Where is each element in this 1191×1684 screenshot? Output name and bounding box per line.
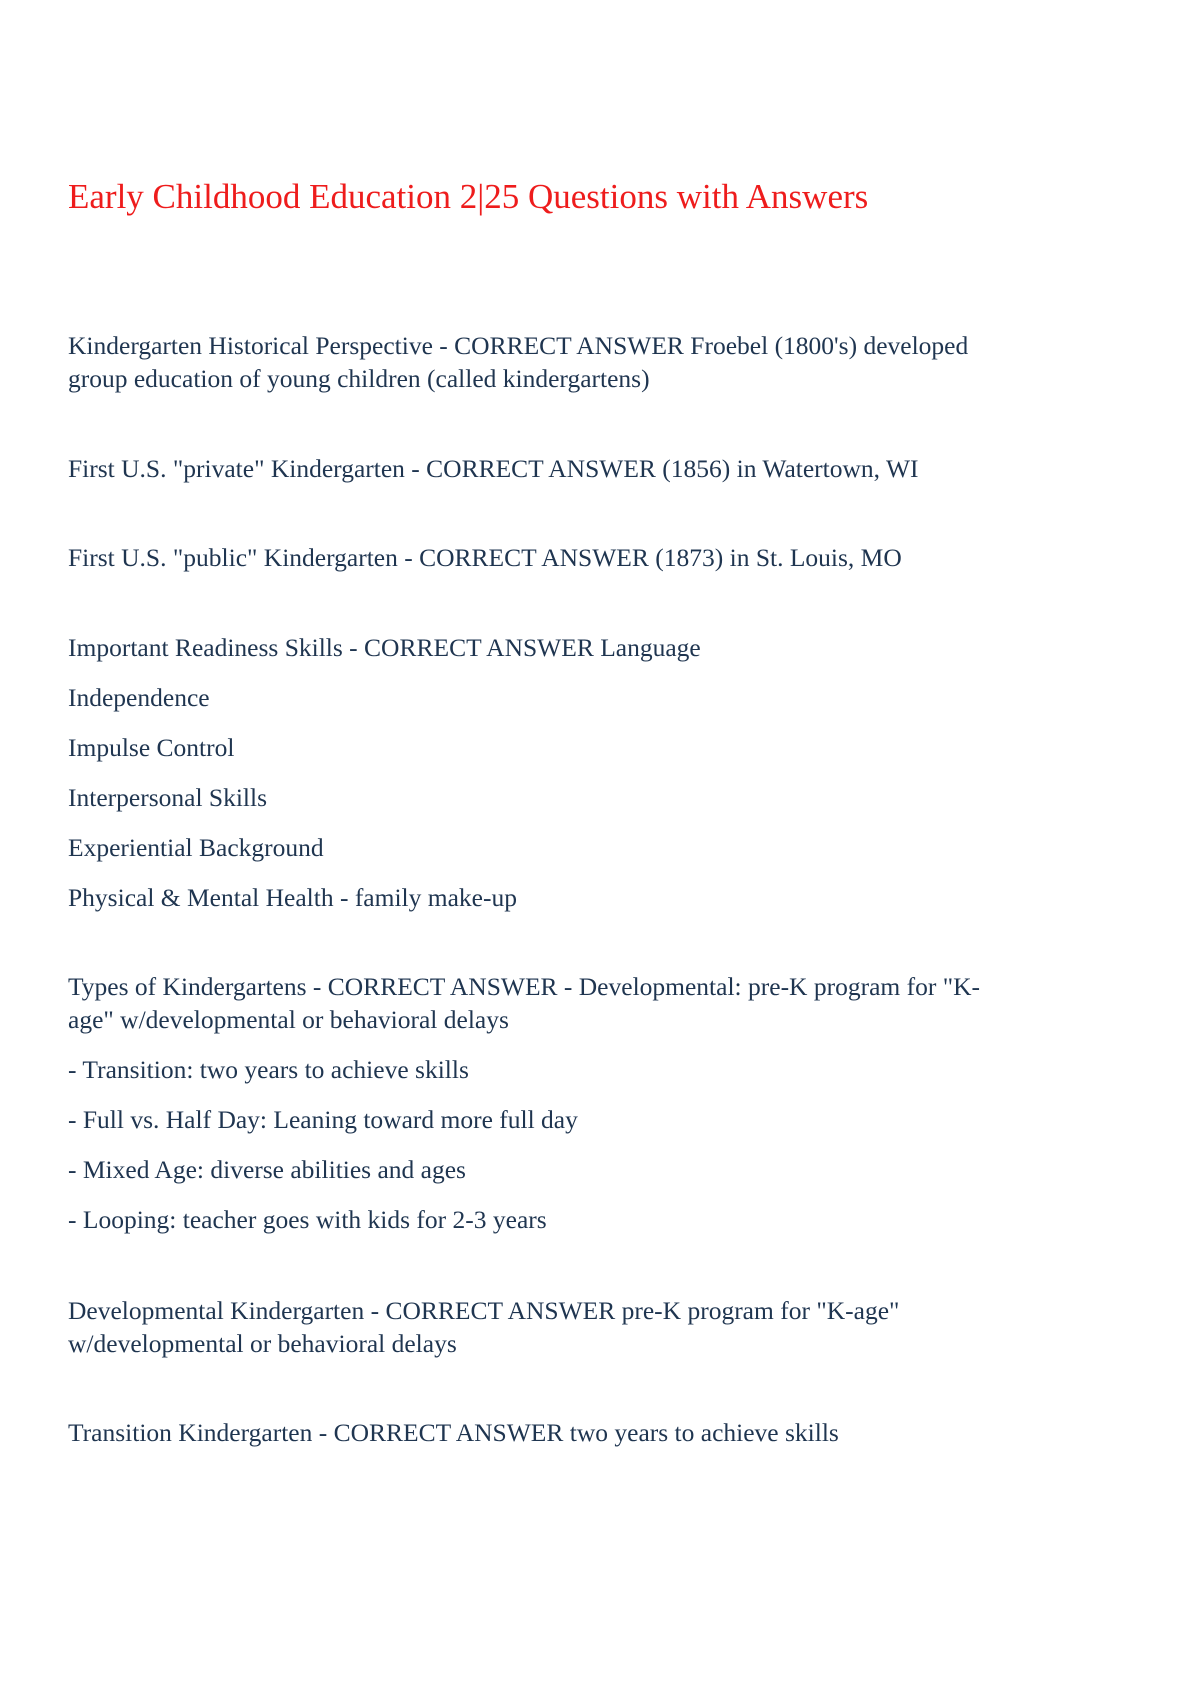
qa-line: w/developmental or behavioral delays	[68, 1329, 457, 1358]
qa-line: Developmental Kindergarten - CORRECT ANSWER pre-K program for "K-age"	[68, 1296, 900, 1325]
qa-line: Types of Kindergartens - CORRECT ANSWER - Developmental: pre-K program for "K-	[68, 972, 981, 1001]
qa-line: First U.S. "private" Kindergarten - CORRECT ANSWER (1856) in Watertown, WI	[68, 454, 919, 483]
answer-item: - Mixed Age: diverse abilities and ages	[68, 1155, 466, 1184]
answer-item: Physical & Mental Health - family make-up	[68, 883, 517, 912]
qa-line: First U.S. "public" Kindergarten - CORRECT ANSWER (1873) in St. Louis, MO	[68, 543, 902, 572]
qa-line: age" w/developmental or behavioral delays	[68, 1005, 509, 1034]
answer-item: - Looping: teacher goes with kids for 2-3 years	[68, 1205, 547, 1234]
answer-item: Experiential Background	[68, 833, 324, 862]
answer-item: Independence	[68, 683, 210, 712]
answer-item: - Transition: two years to achieve skills	[68, 1055, 469, 1084]
answer-item: Interpersonal Skills	[68, 783, 268, 812]
qa-line: Important Readiness Skills - CORRECT ANSWER Language	[68, 633, 701, 662]
qa-line: Transition Kindergarten - CORRECT ANSWER two years to achieve skills	[68, 1418, 839, 1447]
qa-line: group education of young children (called kindergartens)	[68, 364, 650, 393]
document-title: Early Childhood Education 2|25 Questions with Answers	[68, 177, 869, 216]
answer-item: - Full vs. Half Day: Leaning toward more full day	[68, 1105, 578, 1134]
answer-item: Impulse Control	[68, 733, 235, 762]
qa-line: Kindergarten Historical Perspective - CORRECT ANSWER Froebel (1800's) developed	[68, 331, 969, 360]
